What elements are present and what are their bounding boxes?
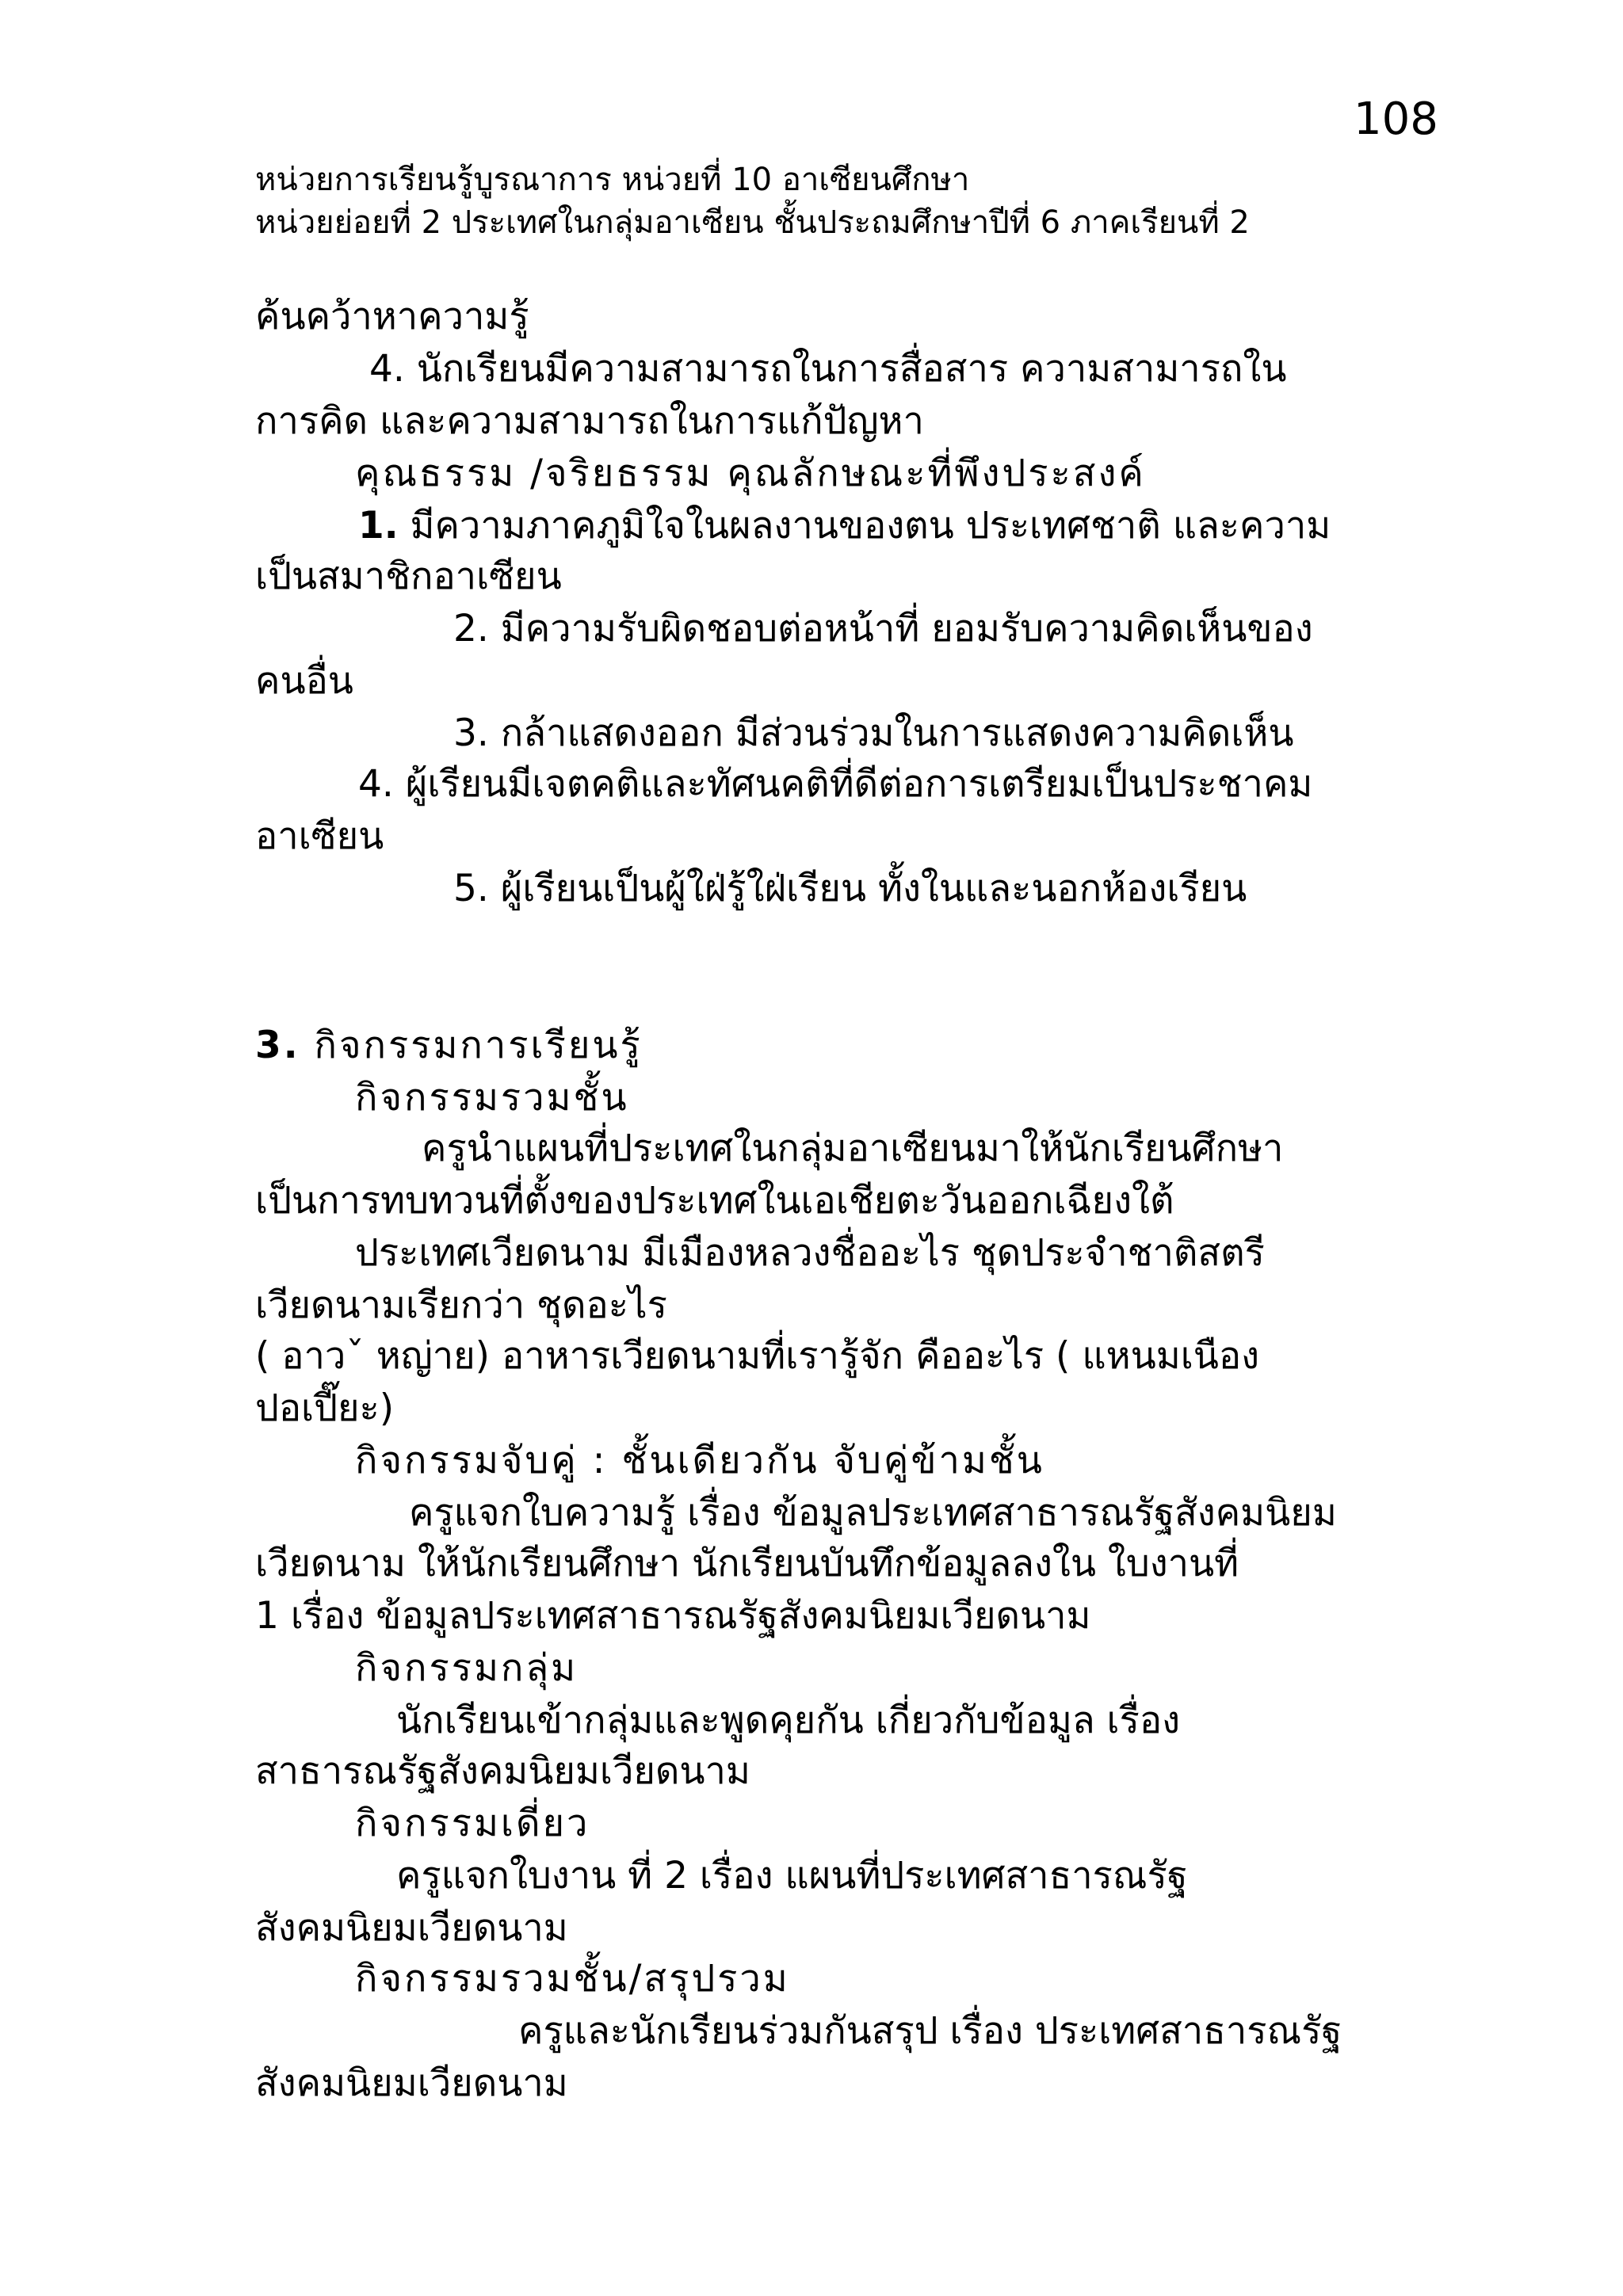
text-line: ค้นคว้าหาความรู้ (255, 295, 529, 338)
text-line: 4. นักเรียนมีความสามารถในการสื่อสาร ความสามารถใน (369, 347, 1287, 391)
text-line-content: มีความภาคภูมิใจในผลงานของตน ประเทศชาติ และความ (398, 504, 1331, 547)
text-line: 2. มีความรับผิดชอบต่อหน้าที่ ยอมรับความคิดเห็นของ (453, 607, 1313, 650)
text-line (358, 504, 1331, 548)
list-number: 1. (358, 504, 399, 547)
text-line: 3. กล้าแสดงออก มีส่วนร่วมในการแสดงความคิดเห็น (453, 711, 1294, 755)
text-line: สังคมนิยมเวียดนาม (255, 1906, 568, 1950)
text-line: ครูแจกใบงาน ที่ 2 เรื่อง แผนที่ประเทศสาธารณรัฐ (396, 1854, 1188, 1897)
text-line: สาธารณรัฐสังคมนิยมเวียดนาม (255, 1749, 750, 1793)
section-number: 3. (255, 1024, 300, 1067)
text-line: อาเซียน (255, 814, 384, 858)
text-line: การคิด และความสามารถในการแก้ปัญหา (255, 399, 924, 443)
activity-heading: กิจกรรมรวมชั้น (355, 1076, 629, 1119)
text-line: 5. ผู้เรียนเป็นผู้ใฝ่รู้ใฝ่เรียน ทั้งในและนอกห้องเรียน (453, 867, 1247, 910)
header-unit-title: หน่วยการเรียนรู้บูรณาการ หน่วยที่ 10 อาเซียนศึกษา (255, 162, 970, 198)
section-heading: คุณธรรม /จริยธรรม คุณลักษณะที่พึงประสงค์ (355, 452, 1146, 495)
text-line: เวียดนามเรียกว่า ชุดอะไร (255, 1283, 667, 1327)
activity-heading: กิจกรรมเดี่ยว (355, 1802, 590, 1845)
header-subunit-title: หน่วยย่อยที่ 2 ประเทศในกลุ่มอาเซียน ชั้นประถมศึกษาปีที่ 6 ภาคเรียนที่ 2 (255, 204, 1250, 241)
text-line: ครูและนักเรียนร่วมกันสรุป เรื่อง ประเทศสาธารณรัฐ (518, 2009, 1342, 2053)
activity-heading: กิจกรรมรวมชั้น/สรุปรวม (355, 1957, 790, 2000)
text-line: คนอื่น (255, 659, 353, 703)
activity-heading: กิจกรรมจับคู่ : ชั้นเดียวกัน จับคู่ข้ามชั้น (355, 1439, 1044, 1482)
activity-heading: กิจกรรมกลุ่ม (355, 1646, 579, 1690)
text-line: เป็นสมาชิกอาเซียน (255, 555, 562, 598)
text-line: ปอเปี๊ยะ) (255, 1386, 395, 1430)
section-heading (255, 1024, 643, 1068)
text-line: นักเรียนเข้ากลุ่มและพูดคุยกัน เกี่ยวกับข้อมูล เรื่อง (396, 1699, 1181, 1742)
section-title: กิจกรรมการเรียนรู้ (300, 1024, 643, 1067)
text-line: เป็นการทบทวนที่ตั้งของประเทศในเอเชียตะวันออกเฉียงใต้ (255, 1179, 1174, 1222)
text-line: 4. ผู้เรียนมีเจตคติและทัศนคติที่ดีต่อการเตรียมเป็นประชาคม (358, 762, 1313, 806)
text-line: ครูนำแผนที่ประเทศในกลุ่มอาเซียนมาให้นักเรียนศึกษา (422, 1127, 1284, 1170)
text-line: ( อาวˇ หญ่าย) อาหารเวียดนามที่เรารู้จัก คืออะไร ( แหนมเนือง (255, 1334, 1260, 1378)
text-line: 1 เรื่อง ข้อมูลประเทศสาธารณรัฐสังคมนิยมเวียดนาม (255, 1594, 1091, 1638)
text-line: ประเทศเวียดนาม มีเมืองหลวงชื่ออะไร ชุดประจำชาติสตรี (355, 1231, 1265, 1275)
text-line: สังคมนิยมเวียดนาม (255, 2061, 568, 2105)
text-line: เวียดนาม ให้นักเรียนศึกษา นักเรียนบันทึกข้อมูลลงใน ใบงานที่ (255, 1542, 1239, 1585)
page-number: 108 (1354, 93, 1438, 145)
text-line: ครูแจกใบความรู้ เรื่อง ข้อมูลประเทศสาธารณรัฐสังคมนิยม (409, 1491, 1337, 1535)
